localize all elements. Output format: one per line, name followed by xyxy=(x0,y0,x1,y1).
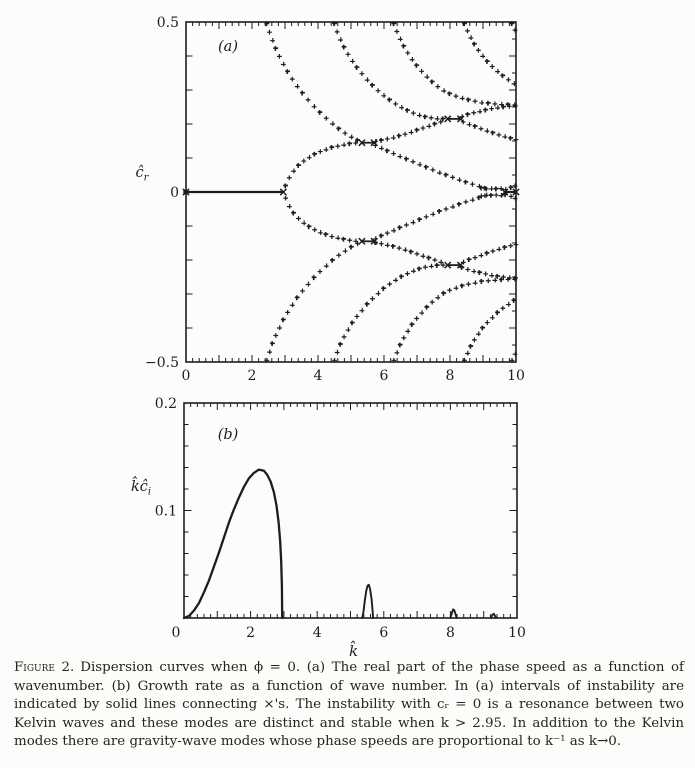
plot-b-ylabel: $k̂ĉ_i$ xyxy=(130,479,152,498)
curve-resonance-spike-k5.5 xyxy=(362,585,373,618)
caption-line-2: wavenumber. (b) Growth rate as a function of wave number. In (a) intervals of instability are xyxy=(14,678,684,694)
plot-b-ytick-label: 0.2 xyxy=(154,396,177,412)
curve-kelvin-wave-instability-band xyxy=(184,470,282,618)
plot-a-xtick-label: 8 xyxy=(445,368,455,384)
caption-line-1 xyxy=(14,659,684,678)
plot-a xyxy=(136,15,525,384)
series-gravity-mode-1 xyxy=(264,21,487,362)
plot-b-ytick-label: 0.1 xyxy=(154,503,177,520)
plot-b-xtick-label: 8 xyxy=(445,625,455,641)
caption-line-4: Kelvin waves and these modes are distinct and stable when k > 2.95. In addition to the Kelvin xyxy=(14,715,684,731)
plot-a-xtick-label: 0 xyxy=(181,368,191,384)
plot-a-xtick-label: 10 xyxy=(507,368,525,384)
plot-a-xtick-label: 6 xyxy=(379,368,389,384)
series-kelvin-branch xyxy=(283,103,517,281)
caption-text-1: Dispersion curves when ϕ = 0. (a) The real part of the phase speed as a function of xyxy=(80,660,684,675)
curve-resonance-spike-k8.1 xyxy=(450,609,456,618)
figure-number-label: Figure 2. xyxy=(14,660,75,675)
caption-line-5: modes there are gravity-wave modes whose phase speeds are proportional to k⁻¹ as k→0. xyxy=(14,734,621,749)
panel-b-tag: (b) xyxy=(217,427,239,443)
plot-a-ylabel: $ĉ_r$ xyxy=(135,165,149,184)
plot-b xyxy=(131,396,526,658)
plot-a-xtick-label: 2 xyxy=(247,368,257,384)
plot-b-xtick-label: 10 xyxy=(508,625,526,641)
series-gravity-mode-2 xyxy=(332,21,518,362)
figure-caption xyxy=(14,659,684,752)
caption-line-3: indicated by solid lines connecting ×'s. The instability with cᵣ = 0 is a resonance between two xyxy=(14,697,684,712)
plot-b-xtick-label: 4 xyxy=(312,625,322,641)
plot-b-xtick-label: 0 xyxy=(171,625,181,641)
plot-a-ytick-label: 0.5 xyxy=(156,15,179,31)
plot-b-xlabel: k̂ xyxy=(348,642,359,658)
curve-kelvin-wave-instability-band xyxy=(184,470,282,618)
plot-a-ytick-label: −0.5 xyxy=(145,355,179,371)
panel-a-tag: (a) xyxy=(218,39,238,55)
plot-a-xtick-label: 4 xyxy=(313,368,323,384)
curve-resonance-spike-k8.1 xyxy=(450,609,456,618)
plot-b-xtick-label: 2 xyxy=(246,625,256,641)
plot-b-xtick-label: 6 xyxy=(379,625,389,641)
plot-a-ytick-label: 0 xyxy=(170,185,179,201)
curve-resonance-spike-k5.5 xyxy=(362,585,373,618)
